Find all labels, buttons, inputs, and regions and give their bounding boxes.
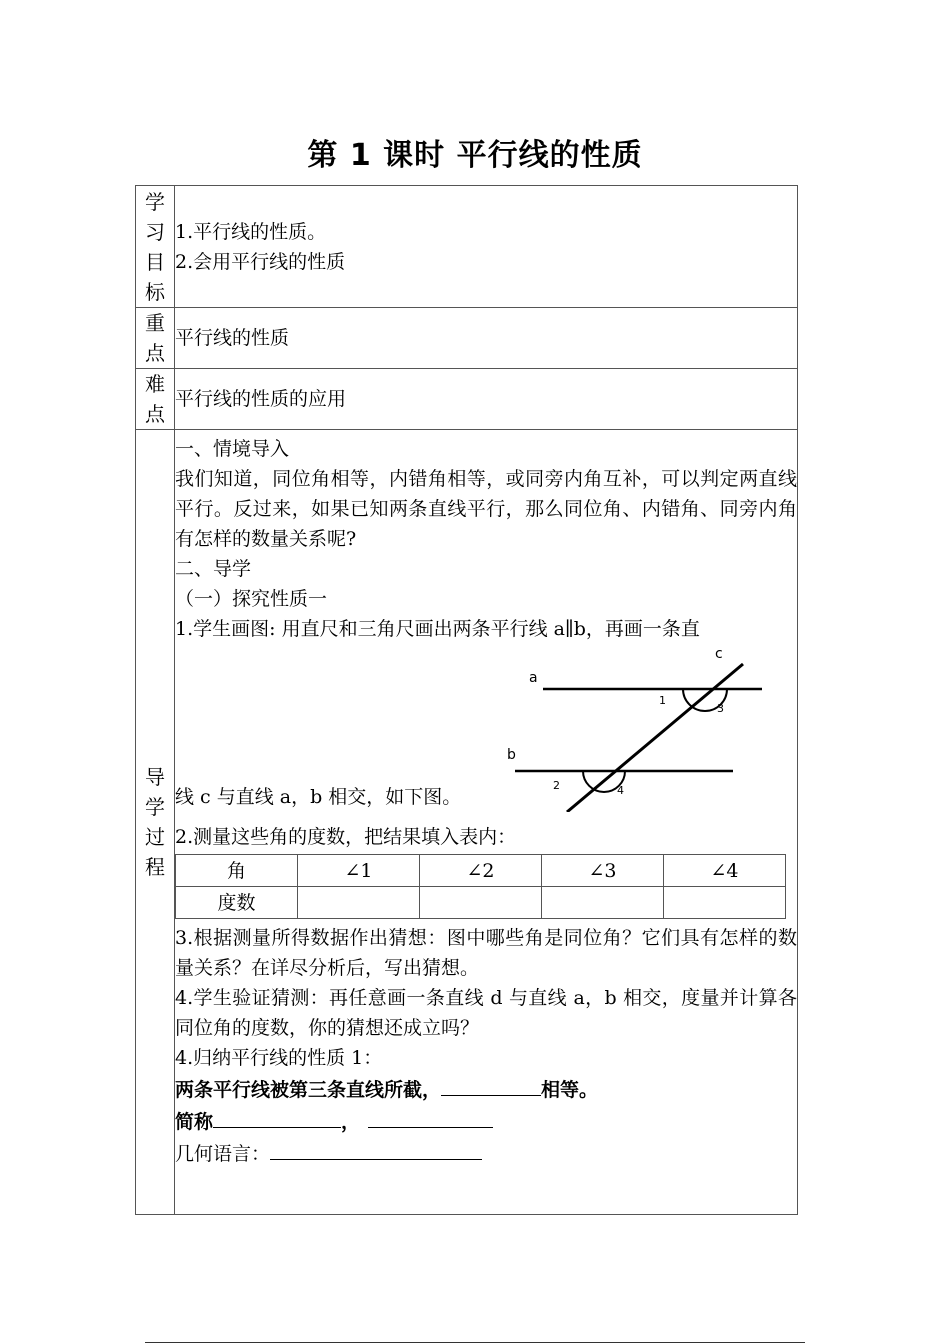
- row-key-point: [136, 308, 798, 369]
- geo-blank[interactable]: [270, 1137, 482, 1160]
- section-intro-heading: 一、情境导入: [175, 438, 290, 460]
- header-angle-1: ∠1: [298, 855, 420, 887]
- header-angle: 角: [176, 855, 298, 887]
- angle-table-degree-row: [176, 887, 786, 919]
- page-title: 第 1 课时 平行线的性质: [307, 138, 643, 173]
- degree-cell-4[interactable]: [664, 887, 786, 919]
- degree-cell-1[interactable]: [298, 887, 420, 919]
- property-blank[interactable]: [441, 1073, 541, 1096]
- property-post: 相等。: [541, 1079, 599, 1101]
- header-angle-2: ∠2: [420, 855, 542, 887]
- row-process: [136, 430, 798, 1215]
- property-pre: 两条平行线被第三条直线所截，: [175, 1079, 442, 1101]
- lesson-table: [135, 185, 798, 1215]
- geometry-language-line: [175, 1137, 797, 1169]
- intro-paragraph: 我们知道，同位角相等，内错角相等，或同旁内角互补，可以判定两直线平行。反过来，如果已知两条直线平行，那么同位角、内错角、同旁内角有怎样的数量关系呢?: [175, 468, 797, 550]
- label-line-a: a: [529, 670, 538, 686]
- short-blank-1[interactable]: [213, 1105, 341, 1128]
- step-5: 4.归纳平行线的性质 1：: [175, 1047, 383, 1069]
- label-key-point: [136, 308, 175, 369]
- label-process: [136, 430, 175, 1215]
- property-statement: [175, 1073, 797, 1105]
- label-angle-2: 2: [553, 779, 560, 792]
- angle-measure-table: [175, 854, 786, 919]
- degree-label: 度数: [176, 887, 298, 919]
- angle-table-header: [176, 855, 786, 887]
- header-angle-4: ∠4: [664, 855, 786, 887]
- label-objectives: [136, 186, 175, 308]
- section-guide-heading: 二、导学: [175, 558, 252, 580]
- footer-divider: [145, 1342, 805, 1343]
- step-2: 2.测量这些角的度数，把结果填入表内：: [175, 826, 517, 848]
- row-difficulty: [136, 369, 798, 430]
- diagram-row: [175, 644, 797, 812]
- sub-heading-explore: （一）探究性质一: [175, 588, 328, 610]
- content-key-point: 平行线的性质: [175, 308, 798, 369]
- header-angle-3: ∠3: [542, 855, 664, 887]
- label-key-point-text: 重点: [145, 311, 165, 365]
- step-1-continued: 线 c 与直线 a，b 相交，如下图。: [175, 786, 462, 808]
- label-difficulty: [136, 369, 175, 430]
- step-4: 4.学生验证猜测：再任意画一条直线 d 与直线 a，b 相交，度量并计算各同位角的度数，你的猜想还成立吗？: [175, 987, 797, 1039]
- label-objectives-text: 学习目标: [145, 189, 165, 304]
- label-angle-3: 3: [717, 702, 724, 715]
- parallel-lines-diagram: [505, 644, 765, 812]
- label-line-b: b: [507, 747, 516, 763]
- content-difficulty: 平行线的性质的应用: [175, 369, 798, 430]
- short-name-line: [175, 1105, 797, 1137]
- label-angle-1: 1: [659, 694, 666, 707]
- step-1: 1.学生画图: 用直尺和三角尺画出两条平行线 a∥b，再画一条直: [175, 618, 700, 640]
- short-blank-2[interactable]: [368, 1105, 493, 1128]
- row-objectives: [136, 186, 798, 308]
- degree-cell-2[interactable]: [420, 887, 542, 919]
- objective-1: 1.平行线的性质。: [175, 220, 327, 243]
- step-3: 3.根据测量所得数据作出猜想：图中哪些角是同位角？它们具有怎样的数量关系？在详尽分析后，写出猜想。: [175, 927, 797, 979]
- geo-label: 几何语言：: [175, 1143, 271, 1165]
- short-label: 简称: [175, 1111, 214, 1133]
- degree-cell-3[interactable]: [542, 887, 664, 919]
- short-sep: ，: [341, 1111, 361, 1133]
- label-process-text: 导学过程: [145, 765, 165, 879]
- content-objectives: [175, 186, 798, 308]
- label-difficulty-text: 难点: [145, 372, 165, 426]
- label-angle-4: 4: [617, 784, 624, 797]
- content-process: [175, 430, 798, 1215]
- label-line-c: c: [715, 646, 723, 662]
- objective-2: 2.会用平行线的性质: [175, 250, 346, 273]
